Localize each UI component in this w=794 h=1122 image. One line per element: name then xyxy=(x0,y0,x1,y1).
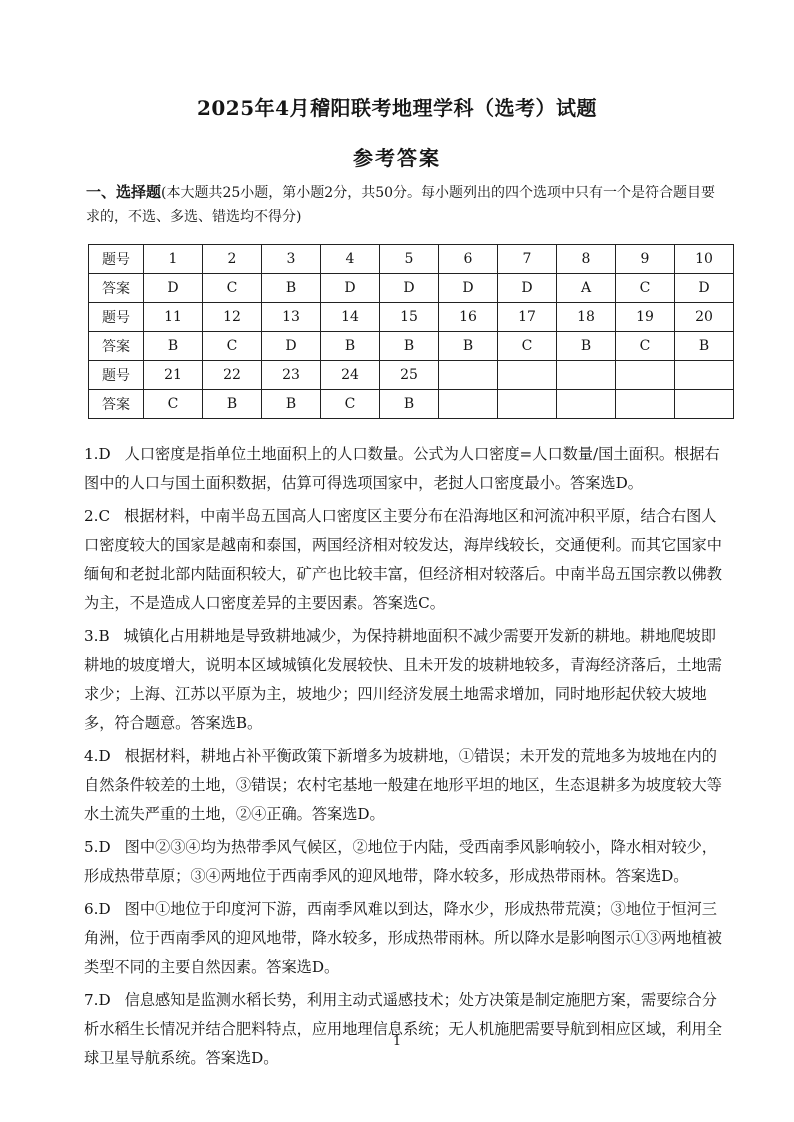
table-cell: 10 xyxy=(675,245,734,274)
page-title: 2025年4月稽阳联考地理学科（选考）试题 xyxy=(196,96,598,120)
table-cell: 21 xyxy=(144,361,203,390)
explanation-item xyxy=(84,440,724,498)
table-cell: 13 xyxy=(262,303,321,332)
row-label: 题号 xyxy=(89,303,144,332)
table-cell: 24 xyxy=(321,361,380,390)
table-cell xyxy=(557,361,616,390)
table-cell: B xyxy=(675,332,734,361)
table-cell: A xyxy=(557,274,616,303)
table-cell: 8 xyxy=(557,245,616,274)
table-cell: 2 xyxy=(203,245,262,274)
explanation-number: 2.C xyxy=(84,507,111,525)
explanation-text: 图中②③④均为热带季风气候区，②地位于内陆，受西南季风影响较小，降水相对较少，形成热带草原；③④两地位于西南季风的迎风地带，降水较多，形成热带雨林。答案选D。 xyxy=(84,838,717,885)
table-cell xyxy=(675,361,734,390)
explanation-number: 1.D xyxy=(84,445,111,463)
table-cell xyxy=(675,390,734,419)
table-cell: 20 xyxy=(675,303,734,332)
table-cell: B xyxy=(380,332,439,361)
table-cell xyxy=(498,361,557,390)
explanation-text: 人口密度是指单位土地面积上的人口数量。公式为人口密度=人口数量/国土面积。根据右图中的人口与国土面积数据，估算可得选项国家中，老挝人口密度最小。答案选D。 xyxy=(84,445,720,492)
table-row xyxy=(89,332,734,361)
table-cell: B xyxy=(321,332,380,361)
row-label: 答案 xyxy=(89,274,144,303)
explanation-item xyxy=(84,986,724,1073)
table-cell: B xyxy=(144,332,203,361)
explanation-item xyxy=(84,833,724,891)
explanation-text: 信息感知是监测水稻长势，利用主动式遥感技术；处方决策是制定施肥方案，需要综合分析水稻生长情况并结合肥料特点，应用地理信息系统；无人机施肥需要导航到相应区域，利用全球卫星导航系统。答案选D。 xyxy=(84,991,722,1067)
table-cell: 1 xyxy=(144,245,203,274)
table-cell: 22 xyxy=(203,361,262,390)
explanation-text: 城镇化占用耕地是导致耕地减少，为保持耕地面积不减少需要开发新的耕地。耕地爬坡即耕地的坡度增大，说明本区域城镇化发展较快、且未开发的坡耕地较多，青海经济落后，土地需求少；上海、江苏以平原为主，坡地少；四川经济发展土地需求增加，同时地形起伏较大坡地多，符合题意。答案选B。 xyxy=(84,627,722,732)
table-cell: C xyxy=(616,332,675,361)
table-cell: 25 xyxy=(380,361,439,390)
table-cell: C xyxy=(203,274,262,303)
row-label: 答案 xyxy=(89,332,144,361)
table-cell: 17 xyxy=(498,303,557,332)
table-cell: C xyxy=(498,332,557,361)
explanations xyxy=(84,440,724,1077)
explanation-text: 根据材料，耕地占补平衡政策下新增多为坡耕地，①错误；未开发的荒地多为坡地在内的自然条件较差的土地，③错误；农村宅基地一般建在地形平坦的地区，生态退耕多为坡度较大等水土流失严重的土地，②④正确。答案选D。 xyxy=(84,747,722,823)
section-intro xyxy=(86,180,716,229)
table-cell: D xyxy=(498,274,557,303)
table-cell: B xyxy=(262,390,321,419)
explanation-item xyxy=(84,502,724,618)
table-cell: B xyxy=(557,332,616,361)
row-label: 答案 xyxy=(89,390,144,419)
answer-table xyxy=(88,244,734,419)
table-cell: D xyxy=(380,274,439,303)
explanation-number: 3.B xyxy=(84,627,110,645)
explanation-item xyxy=(84,622,724,738)
table-cell: 23 xyxy=(262,361,321,390)
table-cell: D xyxy=(321,274,380,303)
table-cell: C xyxy=(144,390,203,419)
table-row xyxy=(89,303,734,332)
table-cell: 7 xyxy=(498,245,557,274)
table-cell: B xyxy=(380,390,439,419)
table-row xyxy=(89,274,734,303)
table-row xyxy=(89,361,734,390)
table-cell xyxy=(557,390,616,419)
table-cell: 5 xyxy=(380,245,439,274)
table-cell: 15 xyxy=(380,303,439,332)
table-cell: B xyxy=(439,332,498,361)
table-cell: 6 xyxy=(439,245,498,274)
table-row xyxy=(89,245,734,274)
table-cell: D xyxy=(439,274,498,303)
explanation-number: 7.D xyxy=(84,991,111,1009)
table-cell xyxy=(616,361,675,390)
table-cell xyxy=(498,390,557,419)
table-cell: 9 xyxy=(616,245,675,274)
explanation-text: 图中①地位于印度河下游，西南季风难以到达，降水少，形成热带荒漠；③地位于恒河三角洲，位于西南季风的迎风地带，降水较多，形成热带雨林。所以降水是影响图示①③两地植被类型不同的主要自然因素。答案选D。 xyxy=(84,900,722,976)
table-cell: D xyxy=(262,332,321,361)
table-cell: 12 xyxy=(203,303,262,332)
explanation-number: 6.D xyxy=(84,900,111,918)
table-cell: 3 xyxy=(262,245,321,274)
row-label: 题号 xyxy=(89,245,144,274)
section-heading: 一、选择题 xyxy=(86,183,162,201)
table-cell: 11 xyxy=(144,303,203,332)
explanation-number: 5.D xyxy=(84,838,111,856)
table-cell: C xyxy=(203,332,262,361)
explanation-item xyxy=(84,895,724,982)
table-cell xyxy=(616,390,675,419)
row-label: 题号 xyxy=(89,361,144,390)
table-row xyxy=(89,390,734,419)
table-cell: 19 xyxy=(616,303,675,332)
explanation-number: 4.D xyxy=(84,747,111,765)
explanation-text: 根据材料，中南半岛五国高人口密度区主要分布在沿海地区和河流冲积平原，结合右图人口密度较大的国家是越南和泰国，两国经济相对较发达，海岸线较长，交通便利。而其它国家中缅甸和老挝北部内陆面积较大，矿产也比较丰富，但经济相对较落后。中南半岛五国宗教以佛教为主，不是造成人口密度差异的主要因素。答案选C。 xyxy=(84,507,722,612)
table-cell xyxy=(439,390,498,419)
table-cell: 16 xyxy=(439,303,498,332)
table-cell: C xyxy=(616,274,675,303)
table-cell: 18 xyxy=(557,303,616,332)
page-subtitle: 参考答案 xyxy=(353,146,441,170)
table-cell: 14 xyxy=(321,303,380,332)
table-cell: C xyxy=(321,390,380,419)
section-instructions: (本大题共25小题，第小题2分，共50分。每小题列出的四个选项中只有一个是符合题目要求的，不选、多选、错选均不得分) xyxy=(86,185,716,225)
table-cell xyxy=(439,361,498,390)
table-cell: 4 xyxy=(321,245,380,274)
explanation-item xyxy=(84,742,724,829)
table-cell: B xyxy=(203,390,262,419)
table-cell: D xyxy=(675,274,734,303)
table-cell: B xyxy=(262,274,321,303)
table-cell: D xyxy=(144,274,203,303)
page-number: 1 xyxy=(392,1034,402,1049)
